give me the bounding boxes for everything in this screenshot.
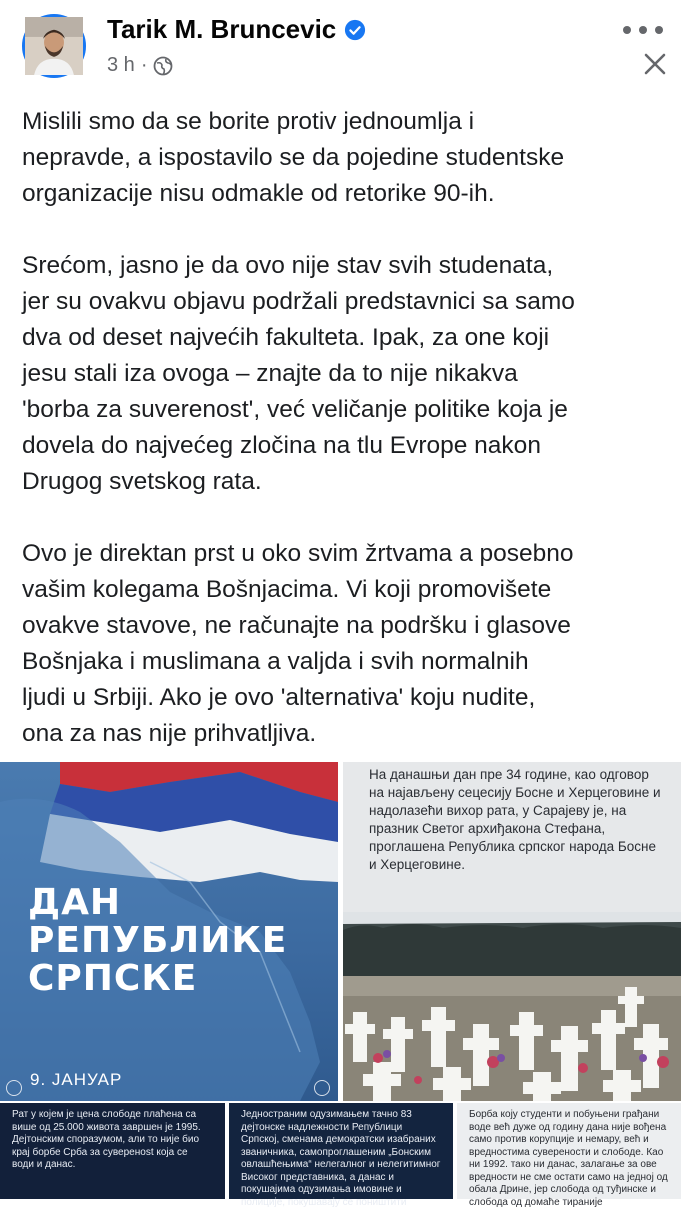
image-tile-text[interactable] [457, 1103, 681, 1208]
globe-icon[interactable] [153, 56, 173, 76]
avatar[interactable] [22, 14, 86, 78]
post-meta [107, 54, 173, 77]
poster-title [28, 884, 287, 998]
tile-caption: Рат у којем је цена слободе плаћена са више од 25.000 живота завршен је 1995. Дејтонским споразумом, али то није био крај борбе Срба за суверенost која се води и данас. [12, 1109, 201, 1170]
post-body [22, 104, 667, 788]
image-tile-text[interactable] [229, 1103, 453, 1208]
more-options-icon[interactable] [623, 20, 663, 40]
author-name[interactable]: Tarik M. Bruncevic [107, 14, 337, 44]
tile-corner-icon [6, 1080, 22, 1096]
post-paragraph: Srećom, jasno je da ovo nije stav svih studenata, jer su ovakvu objavu podržali predstavnici sa samo dva od deset najvećih fakulteta. Ipak, za one koji jesu stali iza ovoga – znajte da to nije nikakva 'borba za suverenost', već veličanje politike koja je dovela do najvećeg zločina na tlu Evrope nakon Drugog svetskog rata. [22, 252, 575, 495]
avatar-image [25, 17, 83, 75]
image-tile-cemetery[interactable] [343, 762, 681, 1101]
poster-title-line: ДАН [28, 882, 122, 923]
post-time[interactable]: 3 h [107, 54, 135, 76]
image-tile-republic-day[interactable] [0, 762, 338, 1101]
dot [639, 26, 647, 34]
tile-caption: Једностраним одузимањем тачно 83 дејтонске надлежности Републици Српској, сменама демократски изабраних званичника, самопроглашеним „Бонским овлашћењима“ нелегалног и нелегитимног Високог представника, а данас и покушајима одузимања имовине и полиције, покушавају се поништити [241, 1109, 441, 1208]
poster-title-line: РЕПУБЛИКЕ [28, 920, 288, 961]
image-tile-text[interactable] [0, 1103, 225, 1199]
post-header [0, 0, 681, 92]
tile-corner-icon [314, 1080, 330, 1096]
cemetery-photo [343, 762, 681, 1101]
post-images [0, 762, 681, 1208]
poster-date: 9. ЈАНУАР [30, 1070, 123, 1089]
dot [623, 26, 631, 34]
poster-title-line: СРПСКЕ [28, 958, 198, 999]
post-paragraph: Mislili smo da se borite protiv jednoumlja i nepravde, a ispostavilo se da pojedine studentske organizacije nisu odmakle od retorike 90-ih. [22, 108, 565, 207]
verified-badge-icon [344, 19, 366, 41]
dot [655, 26, 663, 34]
meta-separator: · [140, 54, 148, 76]
tile-caption: На данашњи дан пре 34 године, као одговор на најављену сецесију Босне и Херцеговине и надолазећи вихор рата, у Сарајеву је, на празник Светог архиђакона Стефана, проглашена Република српског народа Босне и Херцеговине. [369, 767, 661, 872]
post-paragraph: Ovo je direktan prst u oko svim žrtvama a posebno vašim kolegama Bošnjacima. Vi koji promovišete ovakve stavove, ne računajte na podršku i glasove Bošnjaka i muslimana a valjda i svih normalnih ljudi u Srbiji. Ako je ovo 'alternativa' koju nudite, ona za nas nije prihvatljiva. [22, 540, 574, 747]
close-icon[interactable] [641, 50, 669, 78]
author-name-row [107, 14, 366, 45]
tile-caption: Борба коју студенти и побуњени грађани воде већ дуже од годину дана није вођена само против корупције и немару, већ и вредностима суверености и слободе. Као ни 1992. тако ни данас, залагање за ове вредности не сме остати само на једној од обала Дрине, јер слобода од туђинске и слобода од домаће тираније [469, 1109, 668, 1208]
